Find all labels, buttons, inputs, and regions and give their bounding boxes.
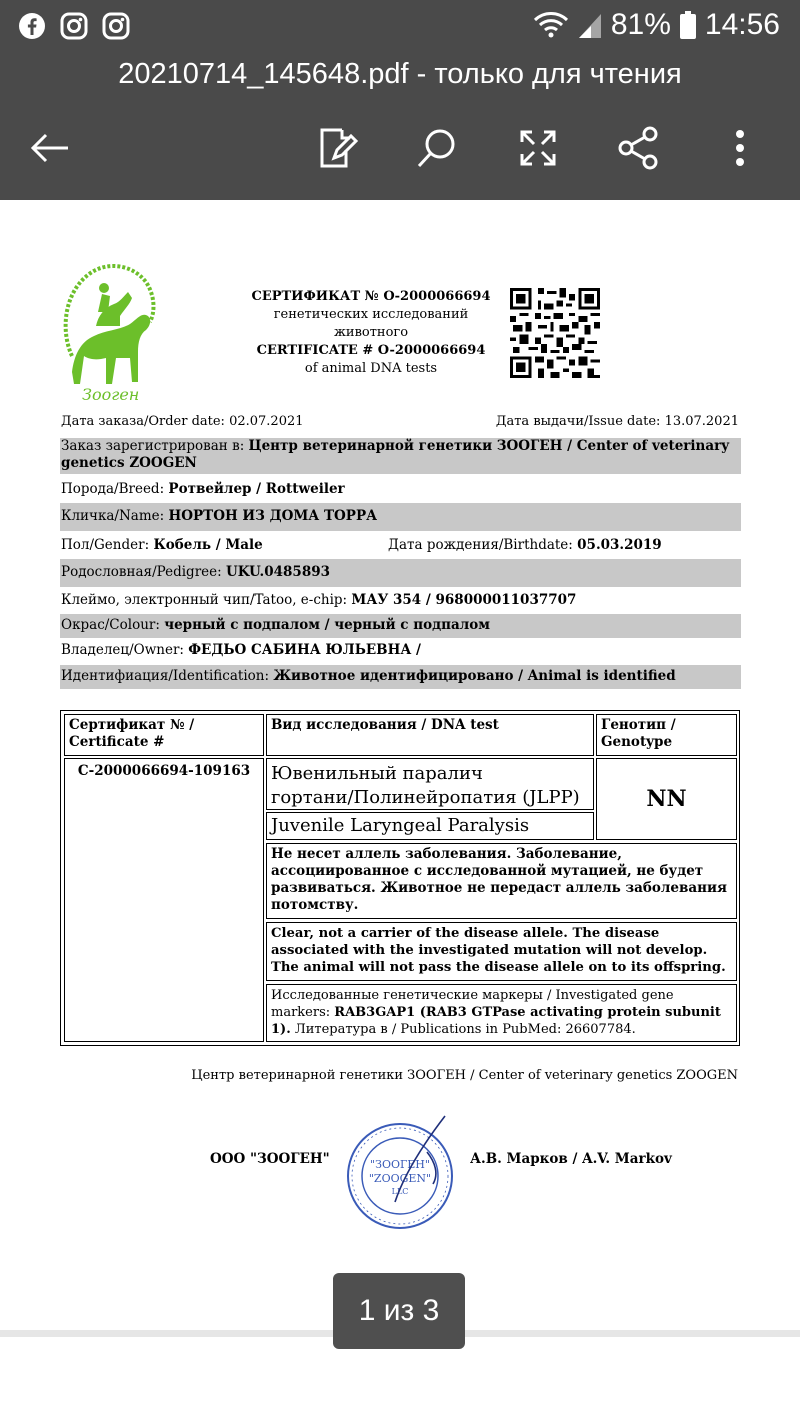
zoogen-logo: [58, 260, 160, 406]
signal-icon: [577, 10, 603, 40]
genotype-value: NN: [646, 785, 687, 812]
share-button[interactable]: [610, 120, 666, 176]
cert-number-cell: [64, 758, 264, 1042]
svg-text:LLC: LLC: [391, 1187, 409, 1196]
dates-row: Дата заказа/Order date: 02.07.2021 Дата выдачи/Issue date: 13.07.2021: [61, 414, 739, 429]
colour-row: Окрас/Colour: черный с подпалом / черный с подпалом: [60, 614, 741, 638]
tatoo-row: Клеймо, электронный чип/Tatoo, e-chip: МАУ 354 / 968000011037707: [61, 592, 577, 608]
wifi-icon: [533, 10, 569, 40]
edit-document-icon: [312, 124, 360, 172]
search-button[interactable]: [408, 120, 464, 176]
title-ru: СЕРТИФИКАТ № О-2000066694: [251, 289, 491, 304]
app-bar: [0, 54, 800, 200]
order-date: 02.07.2021: [229, 414, 304, 429]
footer-center-line: Центр ветеринарной генетики ЗООГЕН / Center of veterinary genetics ZOOGEN: [191, 1068, 738, 1083]
battery-icon: [679, 10, 697, 40]
result-ru-cell: Не несет аллель заболевания. Заболевание, ассоциированное с исследованной мутацией, не будет развиваться. Животное не передаст аллель заболевания потомству.: [266, 843, 737, 919]
facebook-icon: [18, 12, 46, 40]
more-vertical-icon: [716, 124, 764, 172]
owner-row: Владелец/Owner: ФЕДЬО САБИНА ЮЛЬЕВНА /: [61, 642, 421, 658]
identification-row: Идентифиация/Identification: Животное идентифицировано / Animal is identified: [60, 665, 741, 689]
company-stamp: [335, 1112, 465, 1232]
clock: 14:56: [704, 8, 780, 41]
name-row: Кличка/Name: НОРТОН ИЗ ДОМА ТОРРА: [60, 503, 741, 531]
signer-name: А.В. Марков / A.V. Markov: [470, 1151, 672, 1167]
status-bar: [0, 0, 800, 54]
breed-row: Порода/Breed: Ротвейлер / Rottweiler: [61, 481, 345, 497]
pdf-page[interactable]: [0, 200, 800, 1330]
gender: Кобель / Male: [153, 537, 263, 553]
back-button[interactable]: [22, 120, 78, 176]
fullscreen-icon: [514, 124, 562, 172]
subtitle-ru-2: животного: [333, 325, 409, 340]
animal-name: НОРТОН ИЗ ДОМА ТОРРА: [168, 508, 378, 524]
back-arrow-icon: [26, 124, 74, 172]
battery-percent: 81%: [610, 8, 671, 41]
result-en-cell: Clear, not a carrier of the disease allele. The disease associated with the investigated mutation will not develop. The animal will not pass the disease allele on to its offspring.: [266, 922, 737, 981]
subtitle-ru-1: генетических исследований: [273, 307, 469, 322]
instagram-icon: [102, 12, 130, 40]
results-table: [60, 710, 740, 1046]
issue-date: 13.07.2021: [664, 414, 739, 429]
more-button[interactable]: [712, 120, 768, 176]
page-indicator: 1 из 3: [333, 1273, 465, 1349]
tatoo: МАУ 354 / 968000011037707: [351, 592, 577, 608]
test-en-cell: Juvenile Laryngeal Paralysis: [266, 812, 594, 840]
markers-cell: Исследованные генетические маркеры / Investigated gene markers: RAB3GAP1 (RAB3 GTPase activating protein subunit 1). Литература в / Publications in PubMed: 26607784.: [266, 984, 737, 1042]
pedigree-row: Родословная/Pedigree: UKU.0485893: [60, 559, 741, 587]
identification: Животное идентифицировано / Animal is identified: [273, 668, 676, 684]
subtitle-en: of animal DNA tests: [304, 361, 438, 376]
colour: черный с подпалом / черный с подпалом: [164, 617, 490, 633]
header-dna-test: Вид исследования / DNA test: [266, 714, 594, 756]
search-icon: [412, 124, 460, 172]
header-genotype: Генотип / Genotype: [596, 714, 737, 756]
svg-text:"ЗООГЕН": "ЗООГЕН": [370, 1158, 430, 1171]
logo-text: Зооген: [82, 385, 140, 404]
genotype-cell: [596, 758, 737, 840]
pedigree: UKU.0485893: [225, 564, 330, 580]
fullscreen-button[interactable]: [510, 120, 566, 176]
share-icon: [614, 124, 662, 172]
edit-button[interactable]: [308, 120, 364, 176]
cert-number: С-2000066694-109163: [77, 763, 251, 779]
svg-text:"ZOOGEN": "ZOOGEN": [368, 1172, 432, 1185]
birthdate: 05.03.2019: [577, 537, 662, 553]
header-certificate: Сертификат № / Certificate #: [64, 714, 264, 756]
gender-row: Пол/Gender: Кобель / Male Дата рождения/Birthdate: 05.03.2019: [61, 537, 662, 553]
qr-code: [510, 288, 600, 378]
certificate-header: [240, 288, 502, 378]
breed: Ротвейлер / Rottweiler: [168, 481, 345, 497]
document-title: 20210714_145648.pdf - только для чтения: [118, 58, 682, 90]
registered-row: Заказ зарегистрирован в: Центр ветеринарной генетики ЗООГЕН / Center of veterinary genetics ZOOGEN: [60, 438, 741, 474]
pdf-page-2-edge[interactable]: [0, 1337, 800, 1422]
owner: ФЕДЬО САБИНА ЮЛЬЕВНА /: [188, 642, 421, 658]
instagram-icon: [60, 12, 88, 40]
company-name: ООО "ЗООГЕН": [210, 1151, 330, 1167]
test-ru-cell: Ювенильный паралич гортани/Полинейропатия (JLPP): [266, 758, 594, 810]
title-en: CERTIFICATE # O-2000066694: [256, 343, 486, 358]
